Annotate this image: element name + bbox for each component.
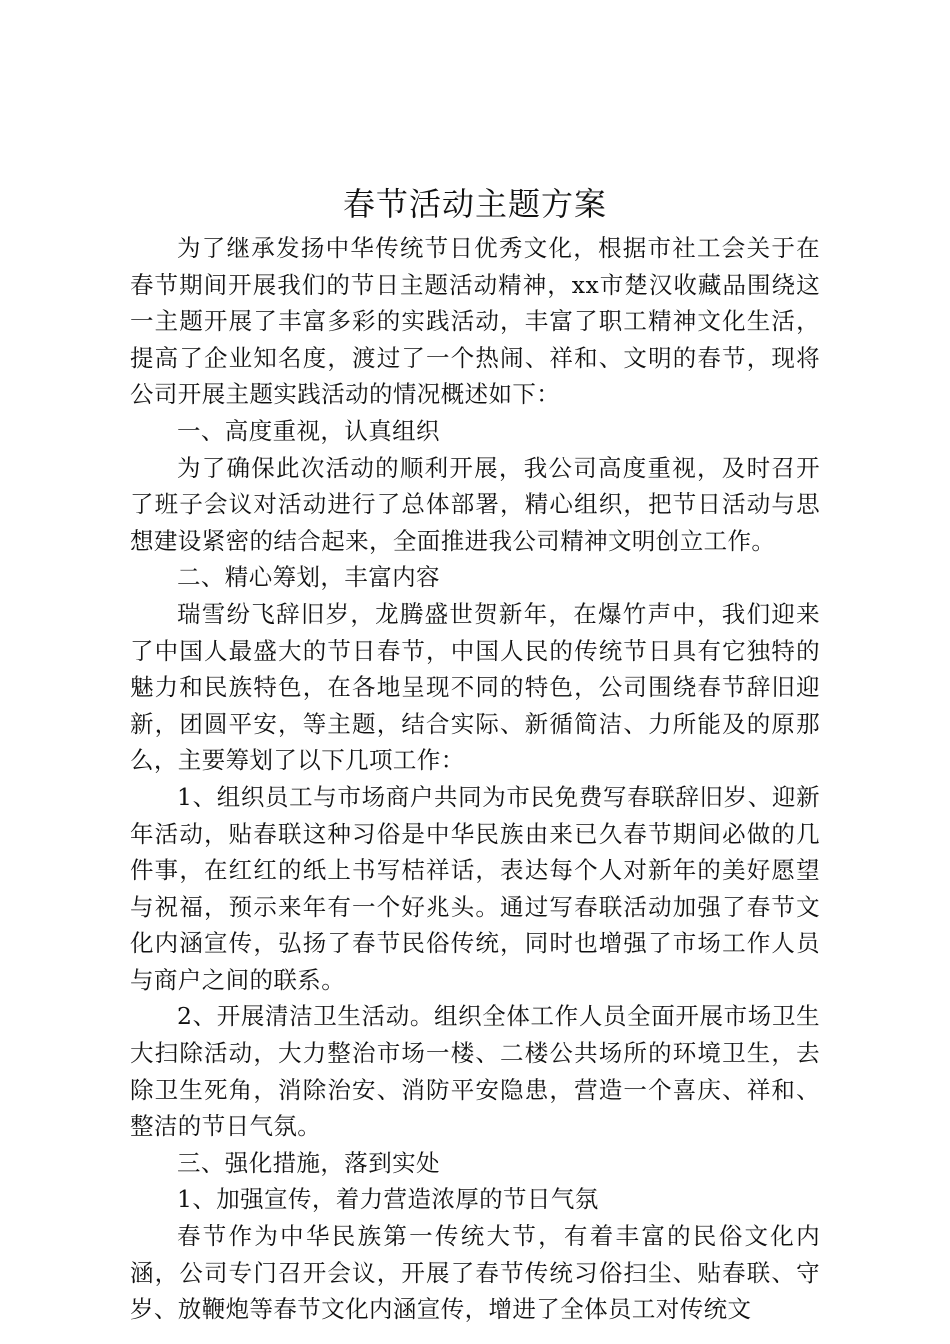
document-body bbox=[130, 230, 820, 1328]
section-heading-1: 一、高度重视，认真组织 bbox=[177, 416, 440, 445]
section-heading-2: 二、精心筹划，丰富内容 bbox=[177, 563, 440, 592]
section-3-subheading-1: 1、加强宣传，着力营造浓厚的节日气氛 bbox=[177, 1185, 599, 1214]
section-1-paragraph: 为了确保此次活动的顺利开展，我公司高度重视，及时召开了班子会议对活动进行了总体部署，精心组织，把节日活动与思想建设紧密的结合起来，全面推进我公司精神文明创立工作。 bbox=[130, 453, 820, 555]
section-3-paragraph: 春节作为中华民族第一传统大节，有着丰富的民俗文化内涵，公司专门召开会议，开展了春节传统习俗扫尘、贴春联、守岁、放鞭炮等春节文化内涵宣传，增进了全体员工对传统文 bbox=[130, 1222, 820, 1324]
section-2-item-2: 2、开展清洁卫生活动。组织全体工作人员全面开展市场卫生大扫除活动，大力整治市场一楼、二楼公共场所的环境卫生，去除卫生死角，消除治安、消防平安隐患，营造一个喜庆、祥和、整洁的节日气氛。 bbox=[130, 1002, 820, 1141]
intro-paragraph: 为了继承发扬中华传统节日优秀文化，根据市社工会关于在春节期间开展我们的节日主题活动精神，xx市楚汉收藏品围绕这一主题开展了丰富多彩的实践活动，丰富了职工精神文化生活，提高了企业知名度，渡过了一个热闹、祥和、文明的春节，现将公司开展主题实践活动的情况概述如下： bbox=[130, 234, 820, 409]
document-title: 春节活动主题方案 bbox=[342, 185, 607, 223]
section-2-paragraph: 瑞雪纷飞辞旧岁，龙腾盛世贺新年，在爆竹声中，我们迎来了中国人最盛大的节日春节，中国人民的传统节日具有它独特的魅力和民族特色，在各地呈现不同的特色，公司围绕春节辞旧迎新，团圆平安，等主题，结合实际、新循简洁、力所能及的原那么，主要筹划了以下几项工作： bbox=[130, 599, 820, 775]
section-heading-3: 三、强化措施，落到实处 bbox=[177, 1148, 440, 1177]
section-2-item-1: 1、组织员工与市场商户共同为市民免费写春联辞旧岁、迎新年活动，贴春联这种习俗是中华民族由来已久春节期间必做的几件事，在红红的纸上书写桔祥话，表达每个人对新年的美好愿望与祝福，预示来年有一个好兆头。通过写春联活动加强了春节文化内涵宣传，弘扬了春节民俗传统，同时也增强了市场工作人员与商户之间的联系。 bbox=[130, 782, 820, 994]
